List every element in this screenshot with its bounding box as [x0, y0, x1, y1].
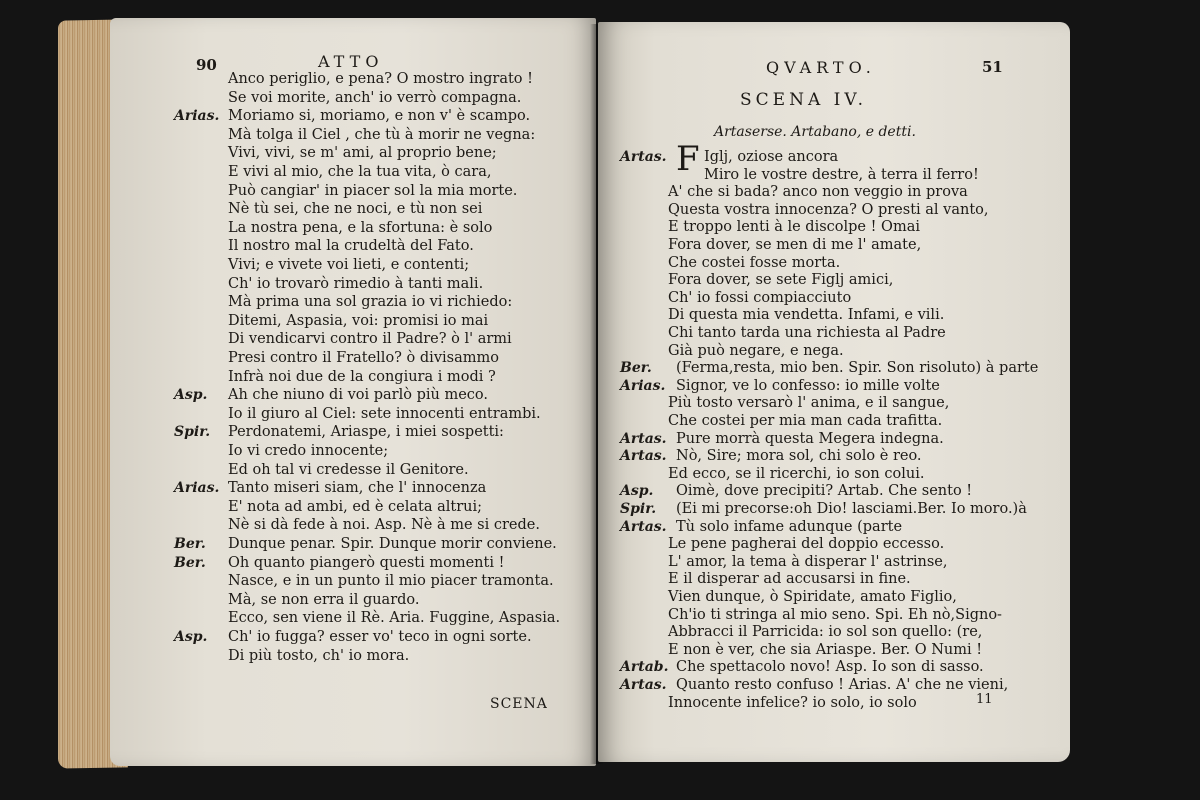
right-speaker: Arias.	[620, 377, 666, 394]
left-verse-line: E vivi al mio, che la tua vita, ò cara,	[228, 164, 492, 180]
catchword: SCENA	[490, 696, 548, 712]
left-verse-line: Ditemi, Aspasia, voi: promisi io mai	[228, 312, 489, 329]
left-verse-line: Mà prima una sol grazia io vi richiedo:	[228, 294, 513, 311]
left-verse-line: Infrà noi due de la congiura i modi ?	[228, 368, 496, 385]
left-verse-line: Perdonatemi, Ariaspe, i miei sospetti:	[228, 424, 504, 441]
left-speaker: Ber.	[174, 536, 206, 552]
right-verse-line: Ch'io ti stringa al mio seno. Spi. Eh nò,Signo-	[668, 606, 1002, 623]
left-speaker: Spir.	[174, 424, 211, 441]
right-verse-line: Signor, ve lo confesso: io mille volte	[676, 377, 940, 394]
right-speaker: Artas.	[620, 149, 667, 165]
right-speaker: Artas.	[620, 677, 667, 693]
left-page-number: 90	[196, 56, 217, 74]
right-verse-line: Ch' io fossi compiacciuto	[668, 289, 852, 306]
left-verse-line: Nè tù sei, che ne noci, e tù non sei	[228, 201, 483, 218]
scene-title: SCENA IV.	[740, 90, 868, 110]
left-verse-line: Ah che niuno di voi parlò più meco.	[228, 387, 488, 404]
right-verse-line: Più tosto versarò l' anima, e il sangue,	[668, 395, 950, 412]
right-speaker: Artab.	[620, 659, 669, 676]
left-speaker: Asp.	[174, 629, 208, 645]
left-verse-line: Ed oh tal vi credesse il Genitore.	[228, 461, 469, 478]
right-verse-line: Nò, Sire; mora sol, chi solo è reo.	[676, 448, 922, 465]
right-verse-line: Tù solo infame adunque (parte	[676, 518, 903, 535]
left-verse-line: Di più tosto, ch' io mora.	[228, 647, 410, 664]
right-verse-line: Che costei fosse morta.	[668, 254, 841, 271]
right-verse-line: Vien dunque, ò Spiridate, amato Figlio,	[668, 589, 957, 605]
left-speaker: Asp.	[174, 387, 208, 404]
left-verse-line: Mà tolga il Ciel , che tù à morir ne vegna:	[228, 126, 536, 143]
right-page-number: 51	[982, 58, 1003, 76]
right-page	[598, 22, 1070, 762]
right-verse-line: Questa vostra innocenza? O presti al vanto,	[668, 201, 989, 218]
left-verse-line: Di vendicarvi contro il Padre? ò l' armi	[228, 331, 512, 348]
left-verse-line: Vivi, vivi, se m' ami, al proprio bene;	[228, 145, 497, 162]
right-verse-line: Ed ecco, se il ricerchi, io son colui.	[668, 465, 925, 482]
right-verse-line: Miro le vostre destre, à terra il ferro!	[704, 166, 979, 183]
right-verse-line: L' amor, la tema à disperar l' astrinse,	[668, 553, 948, 570]
left-speaker: Arias.	[174, 108, 220, 125]
left-verse-line: Io vi credo innocente;	[228, 443, 389, 459]
left-speaker: Ber.	[174, 554, 206, 571]
right-speaker: Asp.	[620, 483, 654, 500]
right-verse-line: Che costei per mia man cada trafitta.	[668, 413, 943, 429]
stage-direction: Artaserse. Artabano, e detti.	[714, 124, 916, 140]
right-verse-line: Abbracci il Parricida: io sol son quello: (re,	[668, 624, 983, 641]
left-verse-line: Ch' io fugga? esser vo' teco in ogni sorte.	[228, 629, 532, 645]
right-verse-line: (Ferma,resta, mio ben. Spir. Son risoluto) à parte	[676, 360, 1039, 377]
left-verse-line: Anco periglio, e pena? O mostro ingrato !	[228, 71, 533, 87]
right-verse-line: Le pene pagherai del doppio eccesso.	[668, 536, 945, 553]
left-verse-line: Ecco, sen viene il Rè. Aria. Fuggine, Aspasia.	[228, 610, 561, 627]
left-verse-line: Può cangiar' in piacer sol la mia morte.	[228, 182, 518, 199]
left-verse-line: Vivi; e vivete voi lieti, e contenti;	[228, 257, 470, 273]
right-verse-line: E il disperar ad accusarsi in fine.	[668, 571, 911, 588]
right-verse-line: (Ei mi precorse:oh Dio! lasciami.Ber. Io moro.)à	[676, 501, 1027, 517]
right-verse-line: E non è ver, che sia Ariaspe. Ber. O Numi !	[668, 641, 983, 658]
right-verse-line: Quanto resto confuso ! Arias. A' che ne vieni,	[676, 677, 1009, 693]
drop-cap: F	[676, 139, 700, 179]
right-verse-line: E troppo lenti à le discolpe ! Omai	[668, 219, 920, 236]
right-speaker: Spir.	[620, 501, 657, 517]
left-verse-line: Oh quanto piangerò questi momenti !	[228, 554, 505, 571]
right-verse-line: Fora dover, se sete Figlj amici,	[668, 272, 894, 289]
right-verse-line: Pure morrà questa Megera indegna.	[676, 430, 944, 447]
left-page	[110, 18, 596, 766]
left-verse-line: E' nota ad ambi, ed è celata altrui;	[228, 498, 483, 515]
right-verse-line: Di questa mia vendetta. Infami, e vili.	[668, 307, 945, 324]
right-verse-line: A' che si bada? anco non veggio in prova	[668, 184, 968, 201]
right-verse-line: Già può negare, e nega.	[668, 342, 844, 359]
right-verse-line: Che spettacolo novo! Asp. Io son di sasso.	[676, 659, 984, 676]
left-verse-line: Mà, se non erra il guardo.	[228, 591, 420, 608]
left-verse-line: Io il giuro al Ciel: sete innocenti entrambi.	[228, 405, 541, 422]
right-speaker: Artas.	[620, 430, 667, 447]
signature-mark: 11	[976, 692, 993, 707]
left-running-head: ATTO	[318, 52, 384, 71]
left-verse-line: Tanto miseri siam, che l' innocenza	[228, 480, 487, 497]
right-verse-line: Fora dover, se men di me l' amate,	[668, 237, 922, 253]
right-verse-line: Oimè, dove precipiti? Artab. Che sento !	[676, 483, 973, 500]
right-verse-line: Chi tanto tarda una richiesta al Padre	[668, 325, 946, 341]
right-verse-line: Innocente infelice? io solo, io solo	[668, 694, 917, 711]
left-verse-line: Dunque penar. Spir. Dunque morir conviene.	[228, 536, 557, 552]
left-verse-line: Se voi morite, anch' io verrò compagna.	[228, 89, 522, 106]
left-verse-line: Nè si dà fede à noi. Asp. Nè à me si crede.	[228, 517, 540, 534]
right-verse-line: Iglj, oziose ancora	[704, 149, 839, 165]
left-verse-line: Presi contro il Fratello? ò divisammo	[228, 350, 499, 366]
left-verse-line: Ch' io trovarò rimedio à tanti mali.	[228, 275, 484, 292]
right-speaker: Ber.	[620, 360, 652, 377]
right-running-head: QVARTO.	[766, 58, 876, 77]
left-verse-line: Moriamo si, moriamo, e non v' è scampo.	[228, 108, 531, 125]
left-verse-line: Il nostro mal la crudeltà del Fato.	[228, 238, 474, 255]
right-speaker: Artas.	[620, 448, 667, 465]
right-speaker: Artas.	[620, 518, 667, 535]
left-verse-line: Nasce, e in un punto il mio piacer tramonta.	[228, 573, 554, 590]
left-speaker: Arias.	[174, 480, 220, 497]
left-verse-line: La nostra pena, e la sfortuna: è solo	[228, 219, 493, 236]
